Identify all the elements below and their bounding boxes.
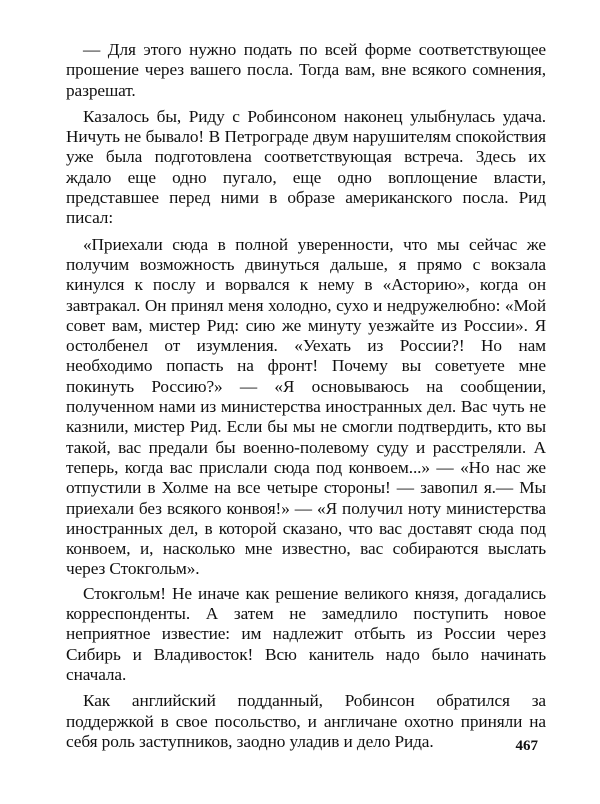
paragraph-3-quote: «Приехали сюда в полной уверенности, что мы сейчас же получим возможность двинуться дальше, я прямо с вокзала кинулся к послу и ворвался к нему в «Асторию», когда он завтракал. Он принял меня холодно, сухо и недружелюбно: «Мой совет вам, мистер Рид: сию же минуту уезжайте из России». Я остолбенел от изумления. «Уехать из России?! Но нам необходимо попасть на фронт! Почему вы советуете мне покинуть Россию?» — «Я основываюсь на сообщении, полученном нами из министерства иностранных дел. Вас чуть не казнили, мистер Рид. Если бы мы не смогли подтвердить, кто вы такой, вас предали бы военно-полевому суду и расстреляли. А теперь, когда вас прислали сюда под конвоем...» — «Но нас же отпустили в Холме на все четыре стороны! — завопил я.— Мы приехали без всякого конвоя!» — «Я получил ноту министерства иностранных дел, в которой сказано, что вас доставят сюда под конвоем, и, насколько мне известно, вас собираются выслать через Стокгольм». [66, 234, 546, 579]
body-text [66, 40, 546, 758]
page-number: 467 [515, 738, 538, 754]
paragraph-2: Казалось бы, Риду с Робинсоном наконец улыбнулась удача. Ничуть не бывало! В Петрограде двум нарушителям спокойствия уже была подготовлена соответствующая встреча. Здесь их ждало еще одно пугало, еще одно воплощение власти, представшее перед ними в образе американского посла. Рид писал: [66, 106, 546, 228]
paragraph-1: — Для этого нужно подать по всей форме соответствующее прошение через вашего посла. Тогда вам, вне всякого сомнения, разрешат. [66, 40, 546, 100]
paragraph-4: Стокгольм! Не иначе как решение великого князя, догадались корреспонденты. А затем не замедлило поступить новое неприятное известие: им надлежит отбыть из России через Сибирь и Владивосток! Всю канитель надо было начинать сначала. [66, 583, 546, 684]
paragraph-5: Как английский подданный, Робинсон обратился за поддержкой в свое посольство, и англичане охотно приняли на себя роль заступников, заодно уладив и дело Рида. [66, 691, 546, 751]
